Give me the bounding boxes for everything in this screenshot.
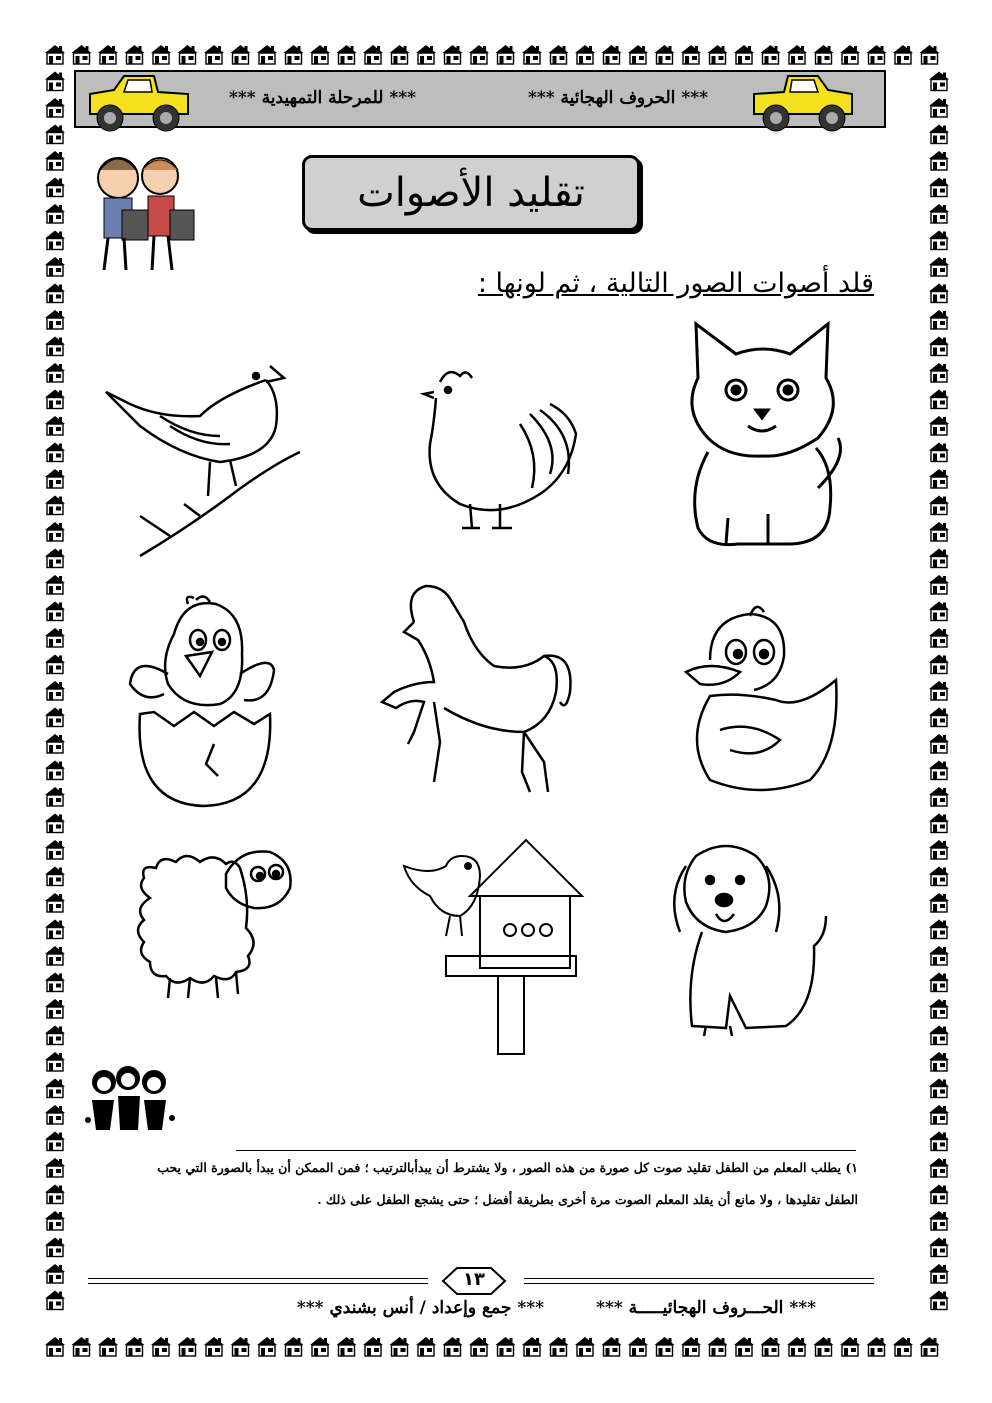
children-group-clipart [84, 1064, 176, 1132]
school-kids-clipart [78, 148, 206, 276]
yellow-truck-icon [84, 70, 194, 136]
footnote-line-2: الطفل تقليدها ، ولا مانع أن يقلد المعلم الصوت مرة أخرى بطريقة أفضل ؛ حتى يشجع الطفل على ذلك . [317, 1192, 858, 1207]
worksheet-title: تقليد الأصوات [357, 170, 585, 216]
yellow-truck-icon [748, 70, 858, 136]
footnote-rule [236, 1150, 856, 1151]
header-level: *** للمرحلة التمهيدية *** [229, 88, 416, 108]
duckling-picture [680, 600, 840, 800]
cat-picture [668, 318, 858, 558]
footer-divider-left [88, 1278, 428, 1284]
page-number: ١٣ [463, 1269, 485, 1290]
chick-in-egg-picture [124, 594, 284, 814]
sheep-picture [130, 838, 300, 1008]
worksheet-title-box [302, 155, 640, 231]
puppy-picture [666, 836, 836, 1046]
rooster-picture [420, 364, 580, 544]
page-number-badge [441, 1266, 507, 1296]
footer-subject: *** الحـــروف الهجائيـــــة *** [596, 1298, 816, 1318]
footer-divider-right [524, 1278, 874, 1284]
parrot-at-birdhouse-picture [400, 836, 590, 1056]
horse-picture [374, 582, 574, 802]
footnote-line-1: ١) يطلب المعلم من الطفل تقليد صوت كل صورة من هذه الصور ، ولا يشترط أن يبدأبالترتيب ؛ فمن الممكن أن يبدأ بالصورة التي يحب [157, 1160, 858, 1175]
header-subject: *** الحروف الهجائية *** [527, 88, 708, 108]
footer-author: *** جمع وإعداد / أنس بشندي *** [296, 1298, 544, 1318]
instruction-text: قلد أصوات الصور التالية ، ثم لونها : [477, 268, 874, 299]
bird-on-branch-picture [100, 356, 310, 566]
